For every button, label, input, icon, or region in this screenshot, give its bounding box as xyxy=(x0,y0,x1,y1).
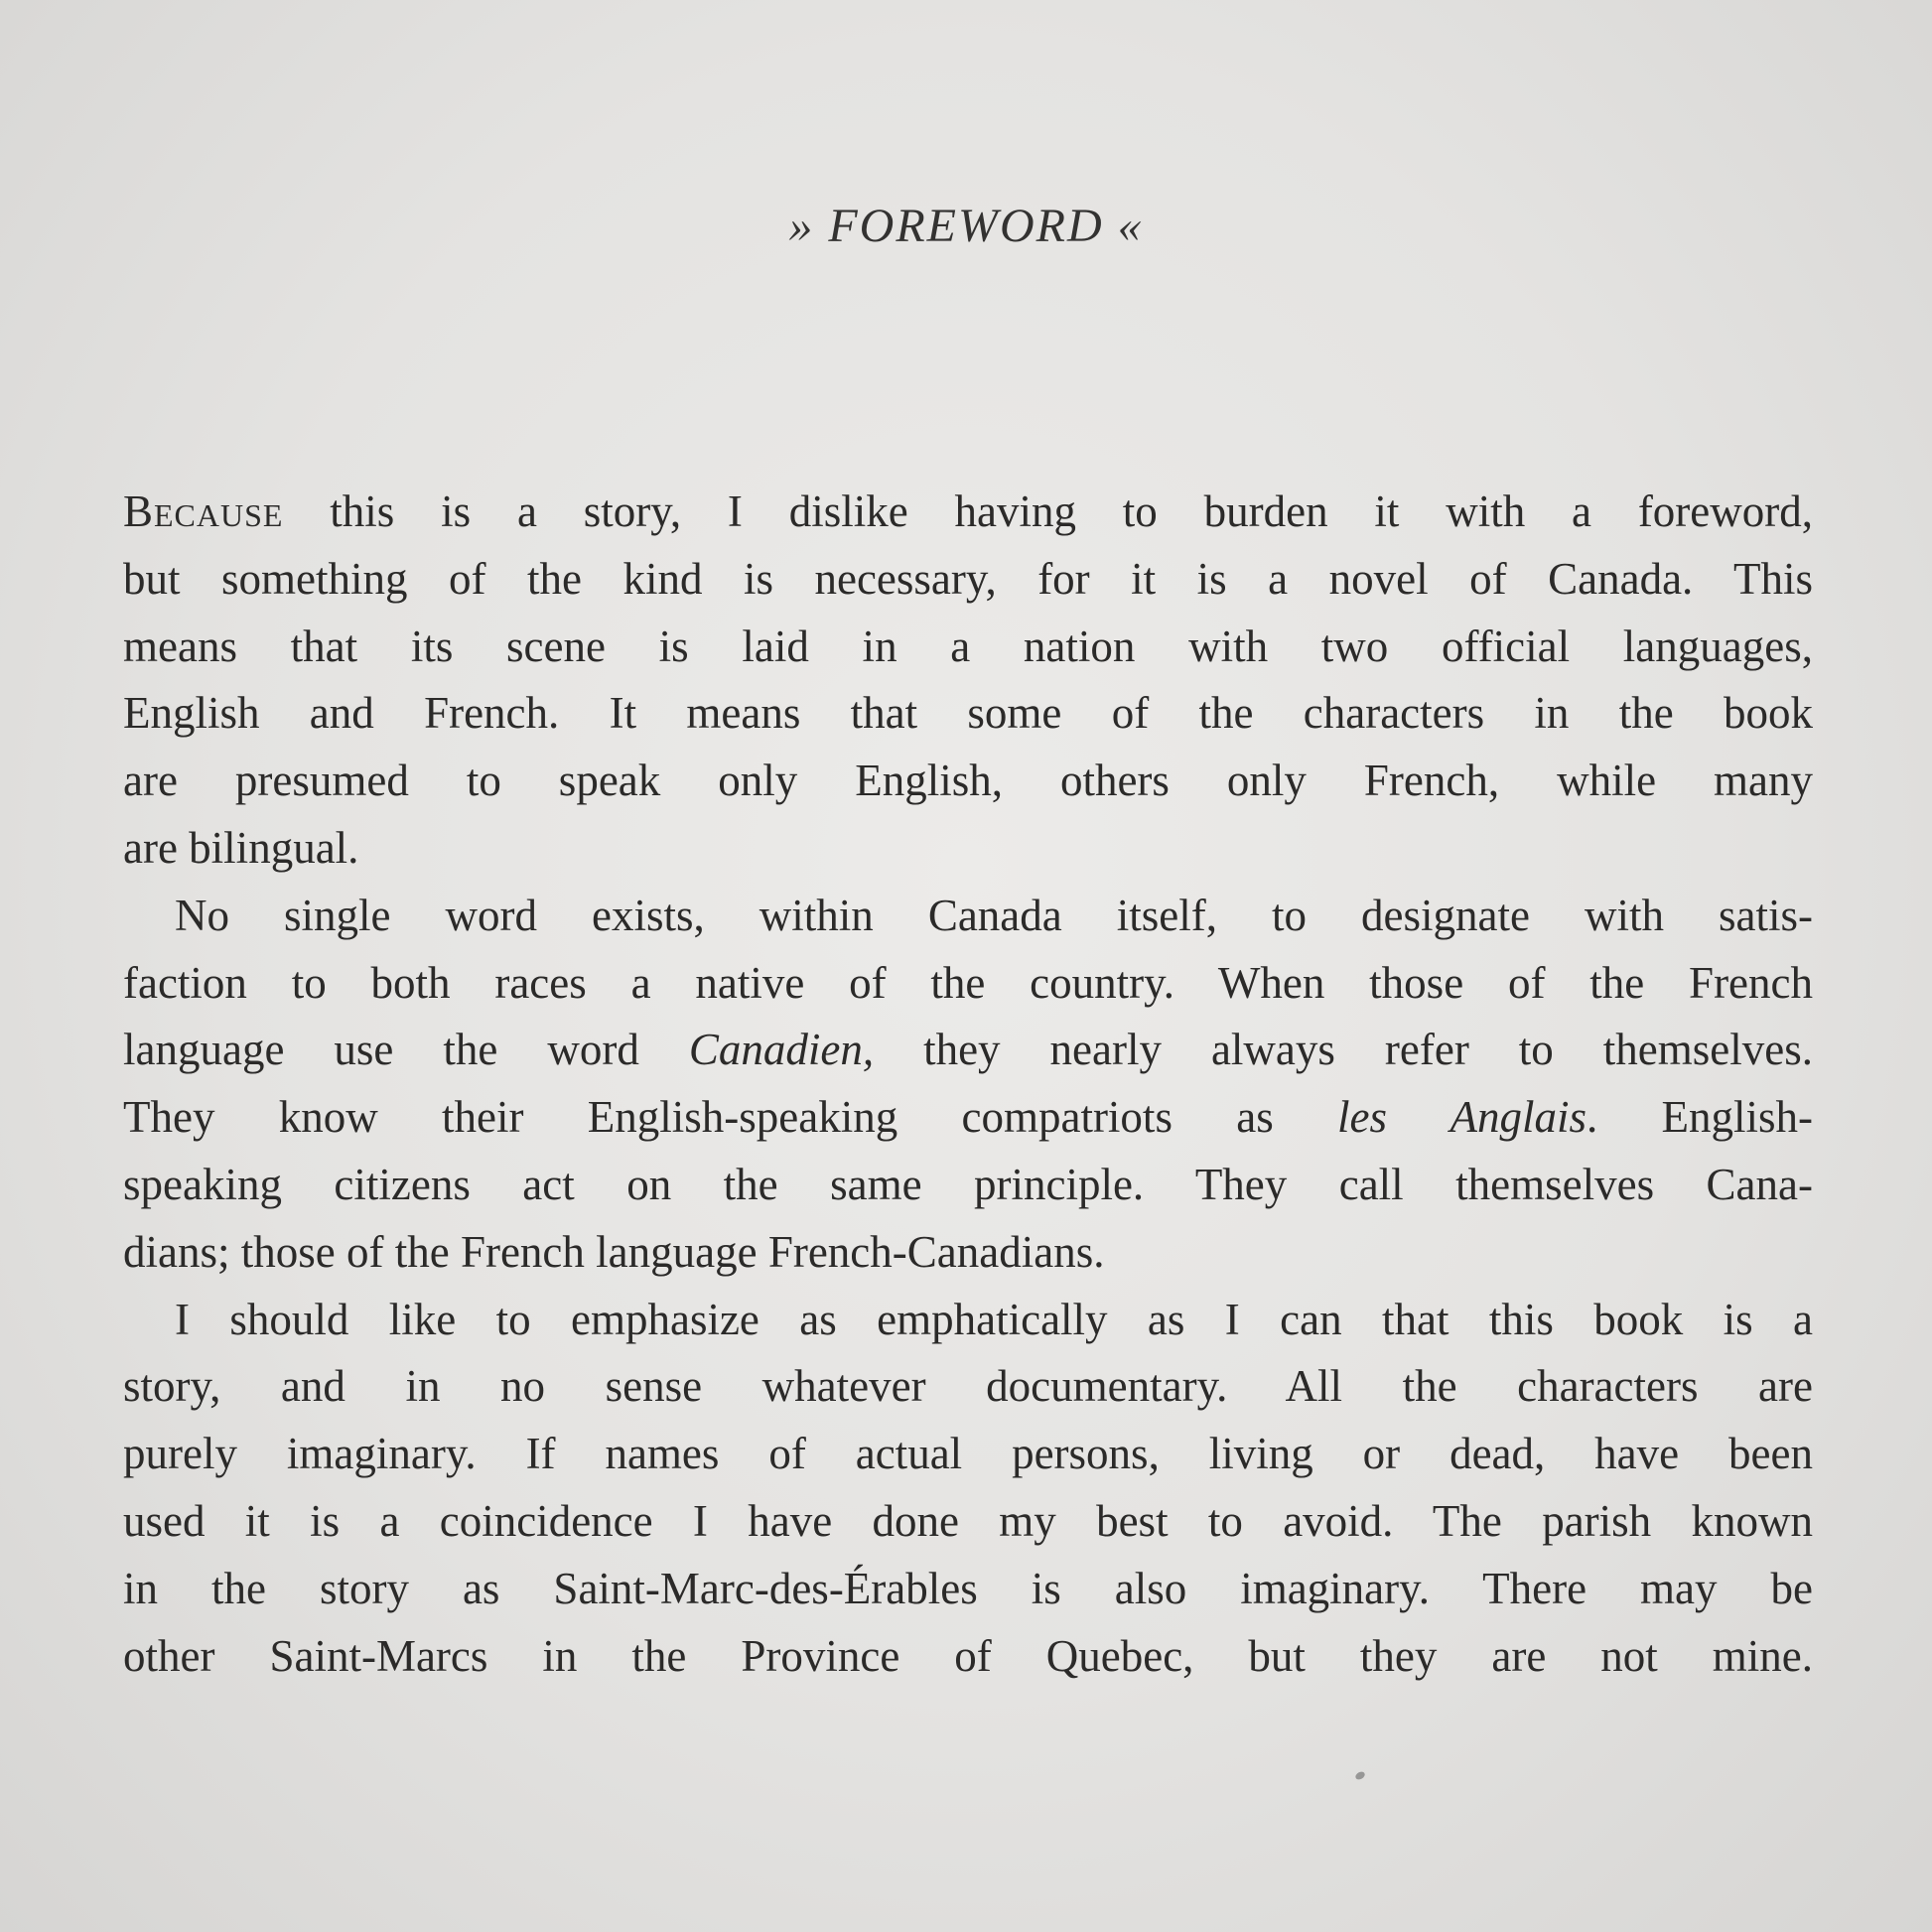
text-line xyxy=(123,1020,1813,1087)
text-line xyxy=(123,1356,1813,1424)
text-line xyxy=(123,1559,1813,1626)
text-segment: English and French. It means that some of the characters in the book xyxy=(123,688,1813,739)
text-segment: They know their English-speaking compatriots as xyxy=(123,1092,1337,1143)
text-segment: they nearly always refer to themselves. xyxy=(874,1025,1813,1075)
paper-speck xyxy=(1354,1770,1366,1781)
paragraph xyxy=(123,482,1813,886)
paragraph xyxy=(123,886,1813,1290)
text-segment: in the story as Saint-Marc-des-Érables is also imaginary. There may be xyxy=(123,1563,1813,1613)
text-segment: dians; those of the French language French-Canadians. xyxy=(123,1226,1105,1277)
foreword-body xyxy=(123,482,1813,1693)
text-line xyxy=(123,1424,1813,1491)
text-line xyxy=(123,1155,1813,1222)
text-line xyxy=(123,1491,1813,1559)
text-segment: No single word exists, within Canada itself, to designate with satis- xyxy=(175,890,1813,940)
italic-text: les Anglais xyxy=(1337,1092,1587,1143)
paragraph xyxy=(123,1290,1813,1694)
text-segment: language use the word xyxy=(123,1025,689,1075)
text-line xyxy=(123,953,1813,1021)
text-segment: means that its scene is laid in a nation with two official languages, xyxy=(123,621,1813,671)
text-segment: faction to both races a native of the country. When those of the French xyxy=(123,957,1813,1008)
text-line xyxy=(123,1222,1813,1290)
text-line xyxy=(123,549,1813,617)
text-line xyxy=(123,886,1813,953)
text-segment: purely imaginary. If names of actual persons, living or dead, have been xyxy=(123,1429,1813,1479)
text-segment: this is a story, I dislike having to burden it with a foreword, xyxy=(283,486,1813,536)
text-segment: . English- xyxy=(1586,1092,1813,1143)
text-segment: story, and in no sense whatever documentary. All the characters are xyxy=(123,1361,1813,1412)
text-line xyxy=(123,1626,1813,1694)
text-segment: I should like to emphasize as emphatically as I can that this book is a xyxy=(175,1294,1813,1344)
text-segment: but something of the kind is necessary, for it is a novel of Canada. This xyxy=(123,553,1813,604)
text-line xyxy=(123,683,1813,751)
text-line xyxy=(123,1290,1813,1357)
text-segment: other Saint-Marcs in the Province of Quebec, but they are not mine. xyxy=(123,1630,1813,1681)
text-line xyxy=(123,751,1813,818)
text-line xyxy=(123,1087,1813,1155)
text-line xyxy=(123,818,1813,886)
page-heading: » FOREWORD « xyxy=(788,200,1144,252)
text-segment: are presumed to speak only English, others only French, while many xyxy=(123,756,1813,806)
italic-text: Canadien, xyxy=(688,1025,875,1075)
text-segment: are bilingual. xyxy=(123,822,359,873)
text-line xyxy=(123,617,1813,684)
text-segment: used it is a coincidence I have done my best to avoid. The parish known xyxy=(123,1495,1813,1546)
text-line xyxy=(123,482,1813,549)
text-segment: speaking citizens act on the same principle. They call themselves Cana- xyxy=(123,1159,1813,1209)
small-caps-text: Because xyxy=(123,486,284,536)
